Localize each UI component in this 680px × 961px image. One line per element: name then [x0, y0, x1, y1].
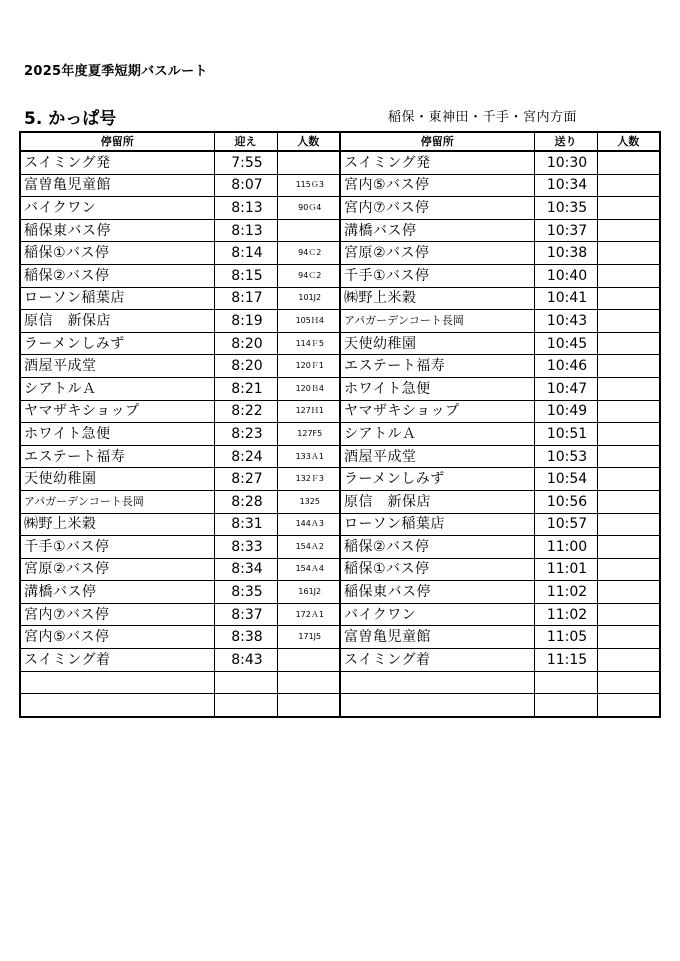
cell-stop-outbound: 稲保②バス停	[20, 264, 214, 287]
cell-pickup-time	[214, 694, 277, 717]
cell-count-return	[597, 332, 660, 355]
cell-pickup-time: 8:33	[214, 536, 277, 559]
cell-pickup-time: 7:55	[214, 151, 277, 174]
cell-pickup-time: 8:19	[214, 310, 277, 333]
table-row	[20, 242, 660, 265]
cell-dropoff-time: 11:05	[534, 626, 597, 649]
cell-count-return	[597, 264, 660, 287]
table-row	[20, 310, 660, 333]
cell-count-return	[597, 310, 660, 333]
route-area: 稲保・東神田・千手・宮内方面	[388, 110, 578, 125]
cell-pickup-time: 8:07	[214, 174, 277, 197]
cell-count-return	[597, 490, 660, 513]
cell-dropoff-time: 10:51	[534, 423, 597, 446]
cell-stop-return: ㈱野上米穀	[340, 287, 534, 310]
table-row	[20, 264, 660, 287]
cell-stop-return: 原信 新保店	[340, 490, 534, 513]
cell-dropoff-time: 10:53	[534, 445, 597, 468]
cell-pickup-time: 8:31	[214, 513, 277, 536]
table-row	[20, 197, 660, 220]
cell-stop-return: シアトルＡ	[340, 423, 534, 446]
cell-pickup-time: 8:22	[214, 400, 277, 423]
table-row	[20, 151, 660, 174]
cell-stop-outbound: 宮原②バス停	[20, 558, 214, 581]
cell-count-return	[597, 197, 660, 220]
cell-pickup-time: 8:14	[214, 242, 277, 265]
cell-pickup-time: 8:28	[214, 490, 277, 513]
table-row	[20, 174, 660, 197]
table-row	[20, 694, 660, 717]
cell-count-outbound: 101J2	[277, 287, 340, 310]
cell-count-outbound: 154Ａ2	[277, 536, 340, 559]
cell-count-return	[597, 671, 660, 694]
table-row	[20, 558, 660, 581]
cell-stop-return: 千手①バス停	[340, 264, 534, 287]
header-pickup-time: 迎え	[214, 132, 277, 151]
cell-count-outbound: 127Ｈ1	[277, 400, 340, 423]
table-row	[20, 287, 660, 310]
cell-stop-outbound: 酒屋平成堂	[20, 355, 214, 378]
cell-pickup-time: 8:17	[214, 287, 277, 310]
cell-dropoff-time: 10:46	[534, 355, 597, 378]
header-dropoff-time: 送り	[534, 132, 597, 151]
cell-count-return	[597, 377, 660, 400]
cell-count-outbound: 132Ｆ3	[277, 468, 340, 491]
table-row	[20, 445, 660, 468]
cell-dropoff-time: 10:30	[534, 151, 597, 174]
cell-count-outbound: 90Ｇ4	[277, 197, 340, 220]
cell-dropoff-time: 11:02	[534, 581, 597, 604]
cell-stop-outbound: 稲保東バス停	[20, 219, 214, 242]
cell-stop-return: スイミング着	[340, 649, 534, 672]
cell-count-return	[597, 694, 660, 717]
cell-count-outbound: 161J2	[277, 581, 340, 604]
cell-stop-outbound: ホワイト急便	[20, 423, 214, 446]
table-row	[20, 649, 660, 672]
cell-pickup-time: 8:15	[214, 264, 277, 287]
cell-stop-return: アパガーデンコート長岡	[340, 310, 534, 333]
bus-schedule-table	[19, 131, 661, 718]
cell-dropoff-time	[534, 671, 597, 694]
cell-count-return	[597, 581, 660, 604]
table-row	[20, 513, 660, 536]
cell-pickup-time: 8:20	[214, 355, 277, 378]
cell-stop-return: ラーメンしみず	[340, 468, 534, 491]
cell-count-return	[597, 558, 660, 581]
header-stop-return: 停留所	[340, 132, 534, 151]
cell-dropoff-time: 10:57	[534, 513, 597, 536]
cell-stop-return: スイミング発	[340, 151, 534, 174]
cell-stop-outbound: スイミング着	[20, 649, 214, 672]
cell-stop-outbound: ローソン稲葉店	[20, 287, 214, 310]
cell-stop-outbound: エステート福寿	[20, 445, 214, 468]
page-title: 2025年度夏季短期バスルート	[24, 64, 208, 79]
cell-count-return	[597, 287, 660, 310]
cell-dropoff-time: 11:02	[534, 603, 597, 626]
header-count-return: 人数	[597, 132, 660, 151]
table-row	[20, 355, 660, 378]
cell-count-outbound: 154Ａ4	[277, 558, 340, 581]
cell-count-outbound: 105Ｈ4	[277, 310, 340, 333]
cell-stop-return: 稲保①バス停	[340, 558, 534, 581]
cell-stop-outbound: 宮内⑦バス停	[20, 603, 214, 626]
cell-pickup-time: 8:20	[214, 332, 277, 355]
cell-stop-return	[340, 671, 534, 694]
cell-pickup-time: 8:34	[214, 558, 277, 581]
cell-dropoff-time: 10:37	[534, 219, 597, 242]
cell-count-outbound: 94Ｃ2	[277, 264, 340, 287]
table-row	[20, 400, 660, 423]
cell-count-return	[597, 445, 660, 468]
cell-stop-outbound: 天使幼稚園	[20, 468, 214, 491]
cell-count-outbound: 114Ｆ5	[277, 332, 340, 355]
cell-pickup-time: 8:24	[214, 445, 277, 468]
cell-count-return	[597, 649, 660, 672]
cell-count-outbound	[277, 649, 340, 672]
table-row	[20, 332, 660, 355]
cell-count-outbound	[277, 694, 340, 717]
cell-stop-return: 稲保②バス停	[340, 536, 534, 559]
cell-count-return	[597, 400, 660, 423]
cell-stop-outbound: 稲保①バス停	[20, 242, 214, 265]
cell-dropoff-time	[534, 694, 597, 717]
cell-dropoff-time: 11:00	[534, 536, 597, 559]
cell-dropoff-time: 10:49	[534, 400, 597, 423]
cell-dropoff-time: 10:45	[534, 332, 597, 355]
cell-count-outbound	[277, 671, 340, 694]
table-row	[20, 468, 660, 491]
cell-count-return	[597, 174, 660, 197]
cell-count-return	[597, 536, 660, 559]
cell-count-outbound: 94Ｃ2	[277, 242, 340, 265]
cell-stop-return: ホワイト急便	[340, 377, 534, 400]
route-title: 5. かっぱ号	[24, 109, 117, 129]
cell-pickup-time: 8:38	[214, 626, 277, 649]
table-row	[20, 490, 660, 513]
cell-count-return	[597, 219, 660, 242]
cell-stop-outbound: 富曽亀児童館	[20, 174, 214, 197]
cell-stop-outbound: ㈱野上米穀	[20, 513, 214, 536]
cell-stop-return: バイクワン	[340, 603, 534, 626]
cell-stop-outbound: アパガーデンコート長岡	[20, 490, 214, 513]
cell-stop-outbound: 宮内⑤バス停	[20, 626, 214, 649]
cell-pickup-time: 8:13	[214, 219, 277, 242]
cell-count-outbound: 127F5	[277, 423, 340, 446]
header-stop-outbound: 停留所	[20, 132, 214, 151]
cell-pickup-time: 8:27	[214, 468, 277, 491]
cell-stop-outbound: 溝橋バス停	[20, 581, 214, 604]
cell-pickup-time: 8:13	[214, 197, 277, 220]
cell-stop-outbound: シアトルＡ	[20, 377, 214, 400]
cell-dropoff-time: 10:35	[534, 197, 597, 220]
cell-count-outbound	[277, 151, 340, 174]
cell-count-outbound: 115Ｇ3	[277, 174, 340, 197]
cell-count-return	[597, 626, 660, 649]
cell-stop-return: 富曽亀児童館	[340, 626, 534, 649]
header-count-outbound: 人数	[277, 132, 340, 151]
cell-count-return	[597, 151, 660, 174]
cell-stop-return: ローソン稲葉店	[340, 513, 534, 536]
cell-count-outbound	[277, 219, 340, 242]
cell-count-outbound: 144Ａ3	[277, 513, 340, 536]
cell-stop-return: 宮内⑦バス停	[340, 197, 534, 220]
cell-count-return	[597, 513, 660, 536]
cell-stop-return: 溝橋バス停	[340, 219, 534, 242]
cell-stop-return: 酒屋平成堂	[340, 445, 534, 468]
cell-stop-outbound: バイクワン	[20, 197, 214, 220]
cell-count-outbound: 120Ｂ4	[277, 377, 340, 400]
cell-dropoff-time: 10:43	[534, 310, 597, 333]
table-row	[20, 536, 660, 559]
cell-pickup-time: 8:43	[214, 649, 277, 672]
cell-pickup-time	[214, 671, 277, 694]
cell-count-return	[597, 468, 660, 491]
table-row	[20, 626, 660, 649]
cell-stop-outbound: 千手①バス停	[20, 536, 214, 559]
cell-count-outbound: 172Ａ1	[277, 603, 340, 626]
table-row	[20, 377, 660, 400]
cell-count-outbound: 171J5	[277, 626, 340, 649]
cell-pickup-time: 8:35	[214, 581, 277, 604]
cell-dropoff-time: 10:38	[534, 242, 597, 265]
cell-dropoff-time: 10:54	[534, 468, 597, 491]
table-row	[20, 603, 660, 626]
cell-dropoff-time: 10:56	[534, 490, 597, 513]
cell-stop-outbound: ラーメンしみず	[20, 332, 214, 355]
table-header-row	[20, 132, 660, 151]
cell-dropoff-time: 10:40	[534, 264, 597, 287]
table-row	[20, 219, 660, 242]
cell-stop-return	[340, 694, 534, 717]
cell-stop-outbound: ヤマザキショップ	[20, 400, 214, 423]
cell-pickup-time: 8:21	[214, 377, 277, 400]
cell-stop-return: 稲保東バス停	[340, 581, 534, 604]
cell-pickup-time: 8:23	[214, 423, 277, 446]
cell-count-outbound: 1325	[277, 490, 340, 513]
cell-count-return	[597, 603, 660, 626]
cell-stop-return: 宮内⑤バス停	[340, 174, 534, 197]
cell-count-return	[597, 423, 660, 446]
cell-pickup-time: 8:37	[214, 603, 277, 626]
cell-stop-outbound: スイミング発	[20, 151, 214, 174]
cell-dropoff-time: 10:47	[534, 377, 597, 400]
cell-stop-return: エステート福寿	[340, 355, 534, 378]
cell-count-outbound: 120Ｆ1	[277, 355, 340, 378]
cell-dropoff-time: 10:34	[534, 174, 597, 197]
cell-stop-outbound	[20, 694, 214, 717]
cell-stop-outbound: 原信 新保店	[20, 310, 214, 333]
cell-count-return	[597, 355, 660, 378]
cell-stop-return: ヤマザキショップ	[340, 400, 534, 423]
cell-count-return	[597, 242, 660, 265]
cell-stop-outbound	[20, 671, 214, 694]
cell-dropoff-time: 11:15	[534, 649, 597, 672]
cell-dropoff-time: 11:01	[534, 558, 597, 581]
cell-stop-return: 宮原②バス停	[340, 242, 534, 265]
table-row	[20, 581, 660, 604]
cell-stop-return: 天使幼稚園	[340, 332, 534, 355]
cell-count-outbound: 133Ａ1	[277, 445, 340, 468]
cell-dropoff-time: 10:41	[534, 287, 597, 310]
table-row	[20, 423, 660, 446]
table-row	[20, 671, 660, 694]
